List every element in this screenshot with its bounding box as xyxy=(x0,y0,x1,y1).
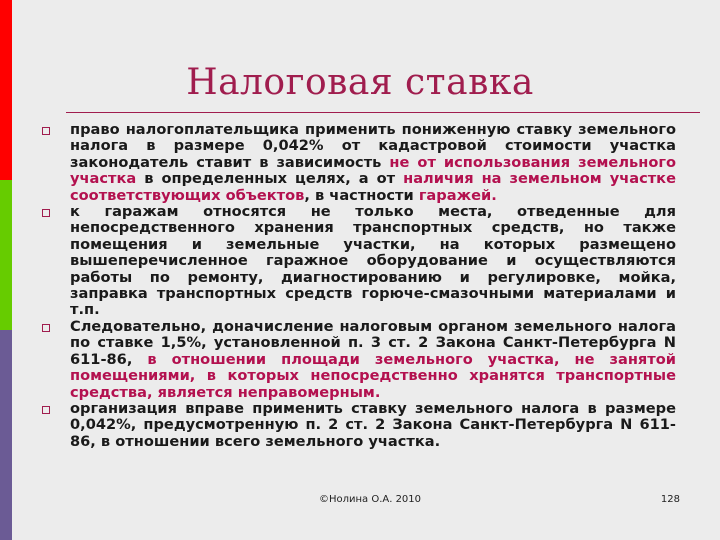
square-bullet-icon xyxy=(42,209,50,217)
bullet-text xyxy=(70,121,676,204)
slide-title: Налоговая ставка xyxy=(186,62,534,103)
text-run: Следовательно, доначисление налоговым органом земельного налога по ставке 1,5%, установленной п. 3 ст. 2 Закона Санкт-Петербурга N 611-86, xyxy=(70,317,676,368)
footer-author: ©Нолина О.А. 2010 xyxy=(318,494,422,505)
bullet-item xyxy=(36,401,676,450)
title-underline xyxy=(66,112,700,113)
square-bullet-icon xyxy=(42,324,50,332)
text-run: организация вправе применить ставку земельного налога в размере 0,042%, предусмотренную п. 2 ст. 2 Закона Санкт-Петербурга N 611-86, в отношении всего земельного участка. xyxy=(70,399,676,450)
bullet-item xyxy=(36,319,676,401)
highlighted-text-run: в отношении площади земельного участка, не занятой помещениями, в которых непосредственно хранятся транспортные средства, является неправомерным. xyxy=(70,350,676,401)
text-run: к гаражам относятся не только места, отведенные для непосредственного хранения транспортных средств, но также помещения и земельные участки, на которых размещено вышеперечисленное гаражное оборудование и осуществляются работы по ремонту, диагностированию и регулировке, мойка, заправка транспортных средств горюче-смазочными материалами и т.п. xyxy=(70,203,676,319)
bullet-text xyxy=(70,318,676,401)
text-run: в определенных целях, а от xyxy=(136,170,404,188)
text-run: право налогоплательщика применить пониженную ставку земельного налога в размере 0,042% от кадастровой стоимости участка законодатель ставит в зависимость xyxy=(70,121,676,171)
side-bar-green xyxy=(0,180,12,330)
side-bar-purple xyxy=(0,330,12,540)
bullet-list xyxy=(36,122,676,450)
highlighted-text-run: гаражей. xyxy=(418,186,497,204)
square-bullet-icon xyxy=(42,406,50,414)
highlighted-text-run: не от использования земельного участка xyxy=(70,153,676,188)
highlighted-text-run: наличия на земельном участке соответствующих объектов xyxy=(70,170,676,204)
page-number: 128 xyxy=(660,494,680,505)
square-bullet-icon xyxy=(42,127,50,135)
text-run: , в частности xyxy=(304,186,419,204)
bullet-item xyxy=(36,122,676,204)
bullet-item xyxy=(36,204,676,319)
bullet-text xyxy=(70,203,676,318)
bullet-text xyxy=(70,400,676,450)
